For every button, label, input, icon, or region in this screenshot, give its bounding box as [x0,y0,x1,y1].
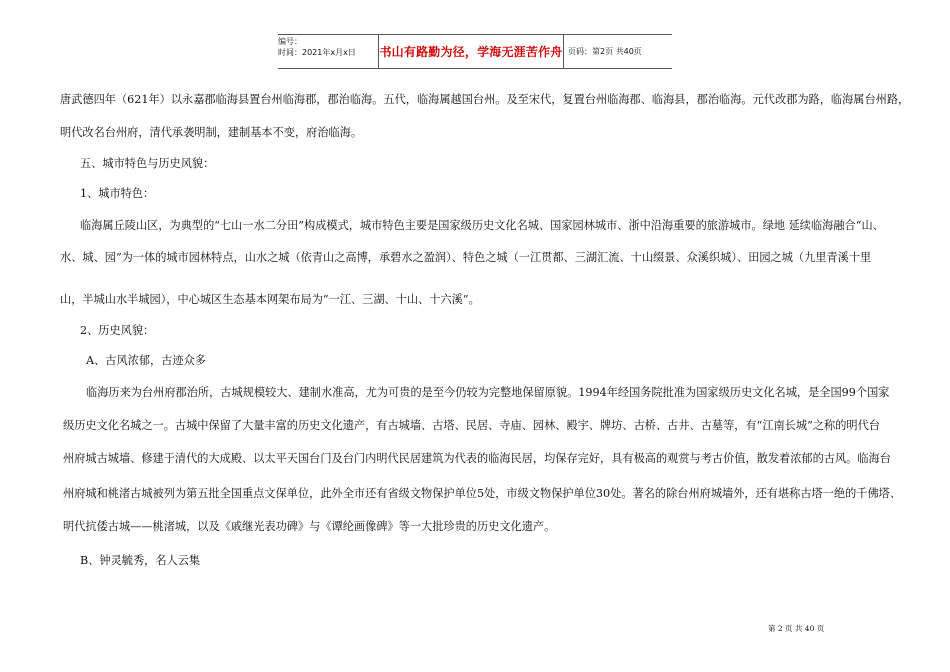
header-page-label: 页码：第2页 共40页 [568,47,642,56]
subsection-heading: 2、历史风貌： [80,324,155,337]
page-footer: 第 2 页 共 40 页 [768,624,825,633]
subsection-heading: A、古风浓郁，古迹众多 [86,354,206,367]
paragraph-line: 级历史文化名城之一。古城中保留了大量丰富的历史文化遗产，有古城墙、古塔、民居、寺庙、园林、殿宇、牌坊、古桥、古井、古墓等，有“江南长城”之称的明代台 [63,419,880,432]
paragraph-line: 临海历来为台州府郡治所，古城规模较大、建制水准高，尤为可贵的是至今仍较为完整地保留原貌。1994年经国务院批准为国家级历史文化名城，是全国99个国家 [86,386,890,399]
subsection-heading: 1、城市特色： [80,187,155,200]
paragraph-line: 明代改名台州府，清代承袭明制，建制基本不变，府治临海。 [60,126,363,139]
header-number-label: 编号： [278,37,302,46]
paragraph-line: 明代抗倭古城——桃渚城，以及《戚继光表功碑》与《谭纶画像碑》等一大批珍贵的历史文化遗产。 [63,520,556,533]
paragraph-line: 水、城、园”为一体的城市园林特点，山水之城（依青山之高博，承碧水之盈润）、特色之城（一江贯都、三湖汇流、十山缀景、众溪织城）、田园之城（九里青溪十里 [60,251,872,264]
subsection-heading: B、钟灵毓秀，名人云集 [80,554,201,567]
paragraph-line: 临海属丘陵山区，为典型的“七山一水二分田”构成模式，城市特色主要是国家级历史文化名城、国家园林城市、浙中沿海重要的旅游城市。绿地 延续临海融合“山、 [80,219,884,232]
header-page-cell [564,35,672,68]
header-motto-cell [378,35,564,68]
header-time-label: 时间：2021年x月x日 [278,48,356,57]
paragraph-line: 州府城古城墙、修建于清代的大成殿、以太平天国台门及台门内明代民居建筑为代表的临海民居，均保存完好，具有极高的观赏与考古价值，散发着浓郁的古风。临海台 [63,452,891,465]
paragraph-line: 州府城和桃渚古城被列为第五批全国重点文保单位，此外全市还有省级文物保护单位5处，市级文物保护单位30处。著名的除台州府城墙外，还有堪称古塔一绝的千佛塔、 [63,487,902,500]
page-header [278,34,672,69]
header-meta [278,35,378,68]
paragraph-line: 唐武德四年（621年）以永嘉郡临海县置台州临海郡，郡治临海。五代，临海属越国台州。及至宋代，复置台州临海郡、临海县，郡治临海。元代改郡为路，临海属台州路， [60,93,910,106]
header-motto: 书山有路勤为径，学海无涯苦作舟 [379,45,563,59]
paragraph-line: 山，半城山水半城园），中心城区生态基本网架布局为“一江、三湖、十山、十六溪”。 [60,293,480,306]
section-heading: 五、城市特色与历史风貌： [80,157,215,170]
